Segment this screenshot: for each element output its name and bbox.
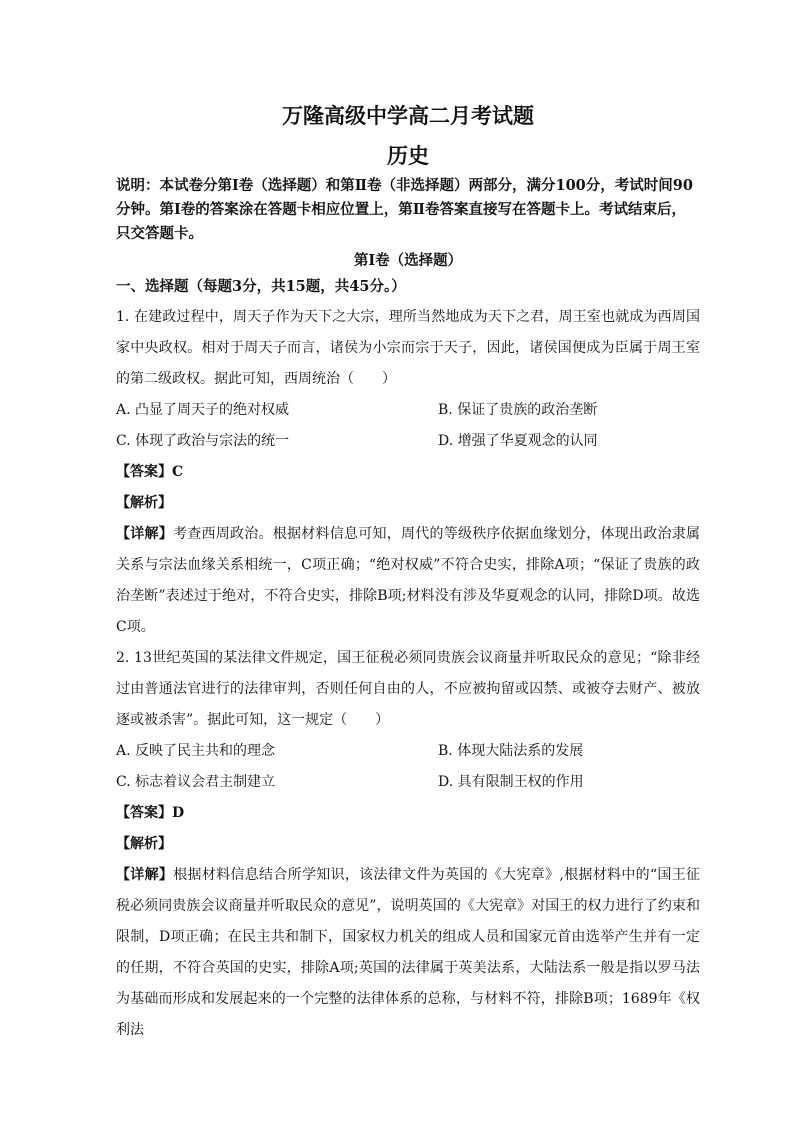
- volume-heading: 第Ⅰ卷（选择题）: [353, 252, 463, 269]
- answer-line: [116, 457, 700, 488]
- answer-value: C: [172, 464, 184, 480]
- exam-title: 万隆高级中学高二月考试题: [282, 103, 534, 128]
- option-d: D. 增强了华夏观念的认同: [438, 433, 598, 449]
- option-c: C. 体现了政治与宗法的统一: [116, 433, 290, 449]
- detail-text: 考查西周政治。根据材料信息可知，周代的等级秩序依据血缘划分，体现出政治隶属关系与宗法血缘关系相统一，C项正确；“绝对权威”不符合史实，排除A项；“保证了贵族的政治垄断”表述过于绝对，不符合史实，排除B项;材料没有涉及华夏观念的认同，排除D项。故选C项。: [116, 526, 700, 635]
- answer-value: D: [172, 805, 185, 821]
- detail-label: 【详解】: [116, 867, 174, 883]
- answer-label: 【答案】: [116, 805, 172, 821]
- detail-label: 【详解】: [116, 526, 173, 542]
- option-b: B. 保证了贵族的政治垄断: [438, 402, 598, 418]
- question-2: [116, 643, 700, 1046]
- option-c: C. 标志着议会君主制建立: [116, 774, 276, 790]
- option-list: [116, 395, 700, 457]
- exam-instructions: 说明：本试卷分第Ⅰ卷（选择题）和第Ⅱ卷（非选择题）两部分，满分100分，考试时间90分钟。第Ⅰ卷的答案涂在答题卡相应位置上，第Ⅱ卷答案直接写在答题卡上。考试结束后，只交答题卡。: [116, 177, 693, 242]
- detail-text: 根据材料信息结合所学知识，该法律文件为英国的《大宪章》,根据材料中的“国王征税必须同贵族会议商量并听取民众的意见”，说明英国的《大宪章》对国王的权力进行了约束和限制，D项正确；在民主共和制下，国家权力机关的组成人员和国家元首由选举产生并有一定的任期，不符合英国的史实，排除A项;英国的法律属于英美法系，大陆法系一般是指以罗马法为基础而形成和发展起来的一个完整的法律体系的总称，与材料不符，排除B项；1689年《权利法: [116, 867, 701, 1038]
- detail-paragraph: [116, 519, 700, 643]
- answer-label: 【答案】: [116, 464, 172, 480]
- answer-line: [116, 798, 700, 829]
- exam-page: [116, 96, 700, 1046]
- question-stem: 2. 13世纪英国的某法律文件规定，国王征税必须同贵族会议商量并听取民众的意见；“除非经过由普通法官进行的法律审判，否则任何自由的人，不应被拘留或囚禁、或被夺去财产、被放逐或被杀害”。据此可知，这一规定（ ）: [116, 650, 700, 728]
- option-a: A. 反映了民主共和的理念: [116, 743, 276, 759]
- detail-paragraph: [116, 860, 700, 1046]
- option-a: A. 凸显了周天子的绝对权威: [116, 402, 290, 418]
- option-d: D. 具有限制王权的作用: [438, 774, 584, 790]
- question-stem: 1. 在建政过程中，周天子作为天下之大宗，理所当然地成为天下之君，周王室也就成为西周国家中央政权。相对于周天子而言，诸侯为小宗而宗于天子，因此，诸侯国便成为臣属于周王室的第二级政权。据此可知，西周统治（ ）: [116, 309, 700, 387]
- option-b: B. 体现大陆法系的发展: [438, 743, 584, 759]
- section-heading: 一、选择题（每题3分，共15题，共45分。）: [116, 278, 406, 295]
- question-1: [116, 302, 700, 643]
- analysis-label: 【解析】: [116, 495, 172, 511]
- analysis-label: 【解析】: [116, 836, 172, 852]
- option-list: [116, 736, 700, 798]
- analysis-line: [116, 488, 700, 519]
- subject-title: 历史: [387, 143, 429, 168]
- analysis-line: [116, 829, 700, 860]
